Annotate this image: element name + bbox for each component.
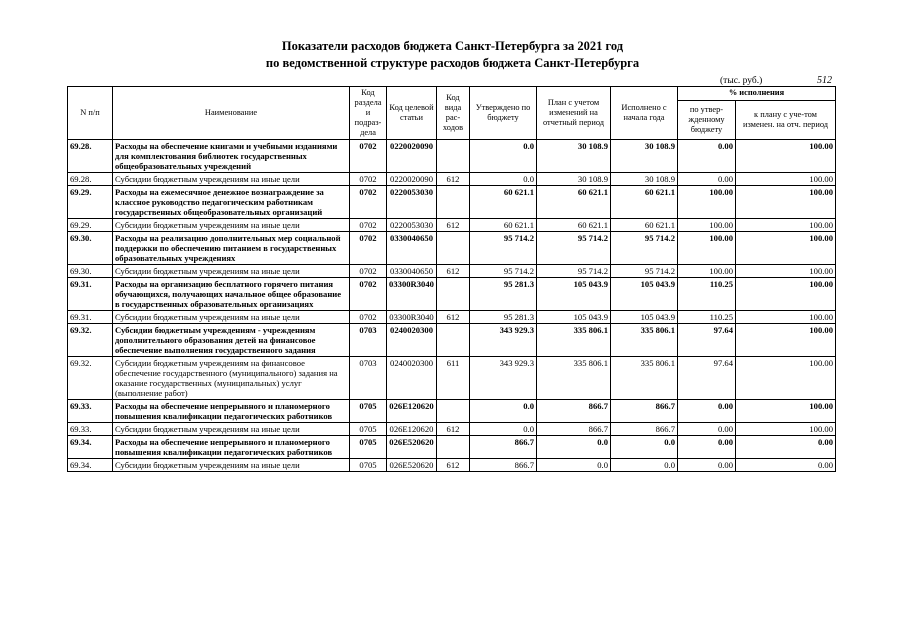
row-name: Расходы на обеспечение непрерывного и планомерного повышения квалификации педагогических работников <box>113 400 350 423</box>
header-pct-approved: по утвер-жденному бюджету <box>678 100 736 139</box>
row-name: Субсидии бюджетным учреждениям на финансовое обеспечение государственного (муниципального) задания на оказание государственных (муниципальных) услуг (выполнение работ) <box>113 357 350 400</box>
table-body <box>68 140 836 472</box>
row-executed: 335 806.1 <box>611 324 678 357</box>
row-name: Субсидии бюджетным учреждениям на иные цели <box>113 423 350 436</box>
row-target-code: 026E520620 <box>387 436 437 459</box>
row-pct-approved: 110.25 <box>678 278 736 311</box>
row-pct-approved: 100.00 <box>678 232 736 265</box>
row-target-code: 0330040650 <box>387 232 437 265</box>
row-plan: 30 108.9 <box>537 140 611 173</box>
row-approved: 95 281.3 <box>470 311 537 324</box>
row-pct-plan: 100.00 <box>736 357 836 400</box>
row-pct-approved: 0.00 <box>678 436 736 459</box>
row-section-code: 0705 <box>350 400 387 423</box>
row-approved: 95 281.3 <box>470 278 537 311</box>
row-executed: 0.0 <box>611 436 678 459</box>
row-approved: 0.0 <box>470 400 537 423</box>
row-executed: 105 043.9 <box>611 311 678 324</box>
table-row <box>68 311 836 324</box>
row-type-code: 612 <box>437 219 470 232</box>
row-target-code: 0330040650 <box>387 265 437 278</box>
row-name: Субсидии бюджетным учреждениям на иные цели <box>113 265 350 278</box>
table-row <box>68 436 836 459</box>
row-pct-approved: 0.00 <box>678 423 736 436</box>
row-name: Субсидии бюджетным учреждениям на иные цели <box>113 311 350 324</box>
row-num: 69.29. <box>68 186 113 219</box>
row-pct-approved: 100.00 <box>678 219 736 232</box>
row-target-code: 03300R3040 <box>387 278 437 311</box>
row-pct-plan: 100.00 <box>736 423 836 436</box>
header-section-code: Код раздела и подраз-дела <box>350 87 387 140</box>
header-approved: Утверждено по бюджету <box>470 87 537 140</box>
row-num: 69.28. <box>68 173 113 186</box>
table-row <box>68 423 836 436</box>
table-row <box>68 140 836 173</box>
page-number: 512 <box>817 75 832 86</box>
title-line-2: по ведомственной структуре расходов бюджета Санкт-Петербурга <box>265 56 640 70</box>
row-num: 69.28. <box>68 140 113 173</box>
row-type-code: 611 <box>437 357 470 400</box>
row-target-code: 0220053030 <box>387 186 437 219</box>
row-target-code: 026E120620 <box>387 400 437 423</box>
row-plan: 866.7 <box>537 400 611 423</box>
table-row <box>68 400 836 423</box>
row-section-code: 0702 <box>350 311 387 324</box>
header-target-code: Код целевой статьи <box>387 87 437 140</box>
row-num: 69.34. <box>68 436 113 459</box>
title-line-1: Показатели расходов бюджета Санкт-Петербурга за 2021 год <box>281 39 624 53</box>
row-target-code: 0240020300 <box>387 357 437 400</box>
row-approved: 866.7 <box>470 436 537 459</box>
row-plan: 335 806.1 <box>537 357 611 400</box>
row-type-code: 612 <box>437 265 470 278</box>
row-pct-plan: 100.00 <box>736 311 836 324</box>
row-num: 69.29. <box>68 219 113 232</box>
row-executed: 60 621.1 <box>611 186 678 219</box>
row-type-code <box>437 324 470 357</box>
row-num: 69.33. <box>68 400 113 423</box>
row-plan: 30 108.9 <box>537 173 611 186</box>
row-type-code: 612 <box>437 423 470 436</box>
row-type-code <box>437 400 470 423</box>
row-executed: 335 806.1 <box>611 357 678 400</box>
header-plan: План с учетом изменений на отчетный период <box>537 87 611 140</box>
row-target-code: 0240020300 <box>387 324 437 357</box>
row-executed: 95 714.2 <box>611 265 678 278</box>
row-approved: 343 929.3 <box>470 357 537 400</box>
row-pct-approved: 110.25 <box>678 311 736 324</box>
row-type-code <box>437 232 470 265</box>
row-pct-plan: 100.00 <box>736 265 836 278</box>
row-approved: 0.0 <box>470 173 537 186</box>
row-name: Расходы на ежемесячное денежное вознаграждение за классное руководство педагогическим работникам государственных общеобразовательных организаций <box>113 186 350 219</box>
row-name: Расходы на обеспечение непрерывного и планомерного повышения квалификации педагогических работников <box>113 436 350 459</box>
row-approved: 95 714.2 <box>470 232 537 265</box>
row-target-code: 026E120620 <box>387 423 437 436</box>
row-executed: 30 108.9 <box>611 140 678 173</box>
row-plan: 60 621.1 <box>537 186 611 219</box>
row-section-code: 0702 <box>350 278 387 311</box>
row-plan: 105 043.9 <box>537 278 611 311</box>
row-pct-approved: 97.64 <box>678 324 736 357</box>
row-pct-plan: 100.00 <box>736 173 836 186</box>
row-name: Расходы на реализацию дополнительных мер социальной поддержки по обеспечению питанием в государственных образовательных учреждениях <box>113 232 350 265</box>
table-row <box>68 173 836 186</box>
row-plan: 0.0 <box>537 459 611 472</box>
table-row <box>68 219 836 232</box>
row-plan: 60 621.1 <box>537 219 611 232</box>
row-name: Расходы на организацию бесплатного горячего питания обучающихся, получающих начальное общее образование в государственных образовательных организациях <box>113 278 350 311</box>
row-section-code: 0705 <box>350 436 387 459</box>
table-row <box>68 186 836 219</box>
table-row <box>68 324 836 357</box>
row-section-code: 0705 <box>350 423 387 436</box>
row-type-code <box>437 278 470 311</box>
row-name: Расходы на обеспечение книгами и учебными изданиями для комплектования библиотек государственных общеобразовательных учреждений <box>113 140 350 173</box>
header-pct-group: % исполнения <box>678 87 836 101</box>
header-pct-plan: к плану с уче-том изменен. на отч. период <box>736 100 836 139</box>
row-name: Субсидии бюджетным учреждениям - учреждениям дополнительного образования детей на финансовое обеспечение выполнения государственного задания <box>113 324 350 357</box>
row-pct-approved: 0.00 <box>678 140 736 173</box>
row-plan: 95 714.2 <box>537 232 611 265</box>
row-type-code <box>437 436 470 459</box>
row-target-code: 0220020090 <box>387 140 437 173</box>
row-target-code: 03300R3040 <box>387 311 437 324</box>
row-executed: 0.0 <box>611 459 678 472</box>
row-num: 69.30. <box>68 265 113 278</box>
row-num: 69.32. <box>68 357 113 400</box>
row-pct-approved: 100.00 <box>678 186 736 219</box>
row-target-code: 0220020090 <box>387 173 437 186</box>
row-num: 69.32. <box>68 324 113 357</box>
row-pct-plan: 100.00 <box>736 324 836 357</box>
row-num: 69.34. <box>68 459 113 472</box>
row-approved: 95 714.2 <box>470 265 537 278</box>
row-name: Субсидии бюджетным учреждениям на иные цели <box>113 459 350 472</box>
row-pct-plan: 100.00 <box>736 219 836 232</box>
document-title <box>0 38 905 72</box>
table-row <box>68 278 836 311</box>
row-plan: 0.0 <box>537 436 611 459</box>
row-approved: 0.0 <box>470 140 537 173</box>
row-section-code: 0702 <box>350 265 387 278</box>
row-executed: 866.7 <box>611 423 678 436</box>
row-num: 69.33. <box>68 423 113 436</box>
row-pct-plan: 100.00 <box>736 140 836 173</box>
row-approved: 866.7 <box>470 459 537 472</box>
row-section-code: 0702 <box>350 140 387 173</box>
row-approved: 60 621.1 <box>470 219 537 232</box>
header-type-code: Код вида рас-ходов <box>437 87 470 140</box>
row-executed: 30 108.9 <box>611 173 678 186</box>
row-name: Субсидии бюджетным учреждениям на иные цели <box>113 173 350 186</box>
table-row <box>68 265 836 278</box>
row-name: Субсидии бюджетным учреждениям на иные цели <box>113 219 350 232</box>
row-plan: 335 806.1 <box>537 324 611 357</box>
row-pct-plan: 0.00 <box>736 436 836 459</box>
row-executed: 866.7 <box>611 400 678 423</box>
header-name: Наименование <box>113 87 350 140</box>
header-executed: Исполнено с начала года <box>611 87 678 140</box>
row-type-code <box>437 186 470 219</box>
row-num: 69.31. <box>68 278 113 311</box>
row-plan: 105 043.9 <box>537 311 611 324</box>
row-type-code: 612 <box>437 459 470 472</box>
row-num: 69.30. <box>68 232 113 265</box>
row-type-code: 612 <box>437 311 470 324</box>
row-type-code: 612 <box>437 173 470 186</box>
row-pct-approved: 0.00 <box>678 459 736 472</box>
row-section-code: 0703 <box>350 324 387 357</box>
row-pct-plan: 100.00 <box>736 278 836 311</box>
row-type-code <box>437 140 470 173</box>
row-pct-approved: 100.00 <box>678 265 736 278</box>
row-num: 69.31. <box>68 311 113 324</box>
row-target-code: 0220053030 <box>387 219 437 232</box>
row-plan: 866.7 <box>537 423 611 436</box>
row-pct-plan: 100.00 <box>736 232 836 265</box>
units-label: (тыс. руб.) <box>720 76 763 86</box>
row-approved: 60 621.1 <box>470 186 537 219</box>
row-pct-approved: 0.00 <box>678 400 736 423</box>
row-executed: 95 714.2 <box>611 232 678 265</box>
row-approved: 343 929.3 <box>470 324 537 357</box>
row-target-code: 026E520620 <box>387 459 437 472</box>
row-section-code: 0705 <box>350 459 387 472</box>
row-pct-approved: 97.64 <box>678 357 736 400</box>
row-section-code: 0702 <box>350 232 387 265</box>
row-section-code: 0703 <box>350 357 387 400</box>
row-executed: 105 043.9 <box>611 278 678 311</box>
row-section-code: 0702 <box>350 173 387 186</box>
table-row <box>68 232 836 265</box>
row-pct-plan: 0.00 <box>736 459 836 472</box>
row-section-code: 0702 <box>350 219 387 232</box>
header-num: N п/п <box>68 87 113 140</box>
row-pct-approved: 0.00 <box>678 173 736 186</box>
row-executed: 60 621.1 <box>611 219 678 232</box>
row-pct-plan: 100.00 <box>736 186 836 219</box>
row-plan: 95 714.2 <box>537 265 611 278</box>
row-section-code: 0702 <box>350 186 387 219</box>
table-row <box>68 459 836 472</box>
row-approved: 0.0 <box>470 423 537 436</box>
budget-table <box>67 86 836 472</box>
table-row <box>68 357 836 400</box>
row-pct-plan: 100.00 <box>736 400 836 423</box>
